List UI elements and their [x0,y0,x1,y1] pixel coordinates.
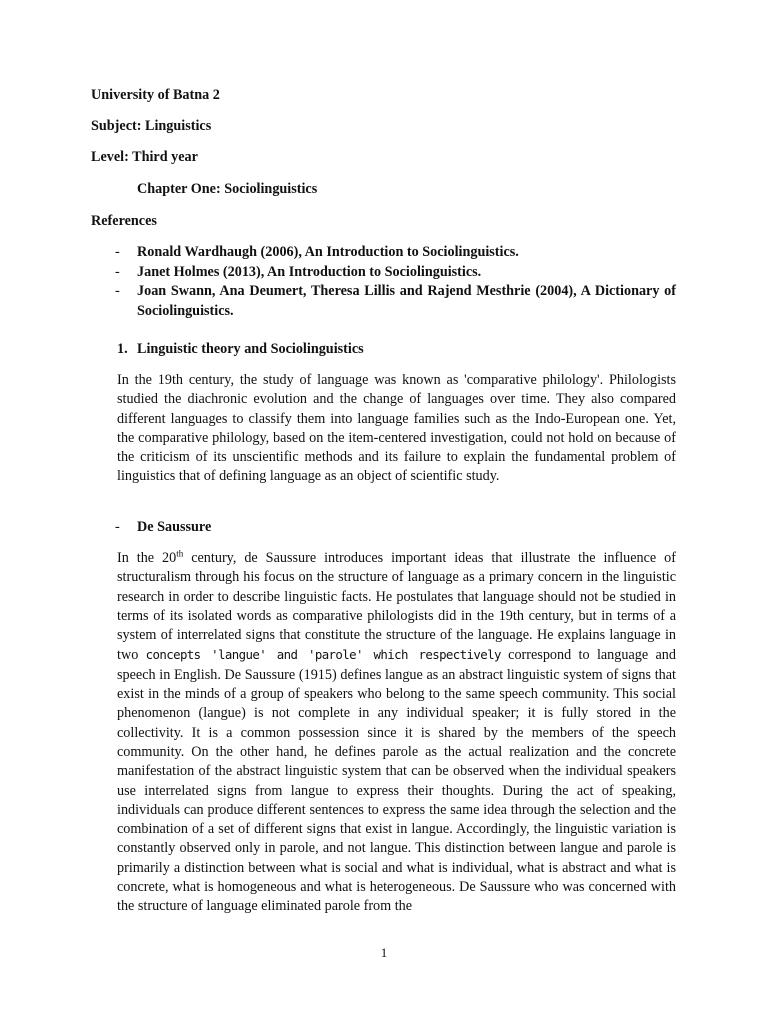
paragraph-text-mono: concepts 'langue' and 'parole' which respectively [145,647,501,663]
subject-line: Subject: Linguistics [91,118,212,134]
level-line: Level: Third year [91,149,198,165]
references-heading: References [91,213,157,229]
superscript-th: th [176,548,184,559]
reference-item: Joan Swann, Ana Deumert, Theresa Lillis and Rajend Mesthrie (2004), A Dictionary of Sociolinguistics. [137,283,676,319]
reference-item: Janet Holmes (2013), An Introduction to Sociolinguistics. [137,264,482,280]
paragraph-comparative-philology: In the 19th century, the study of language was known as 'comparative philology'. Philologists studied the diachronic evolution and the change of languages over time. They also compared different languages to classify them into language families such as the Indo-European one. Yet, the comparative philology, based on the item-centered investigation, could not hold on because of the criticism of its unscientific methods and its failure to explain the fundamental problem of linguistics that of defining language as an object of scientific study. [117,372,676,485]
list-bullet: - [115,264,120,280]
page-number: 1 [380,945,388,960]
chapter-title: Chapter One: Sociolinguistics [137,181,318,197]
section-title: Linguistic theory and Sociolinguistics [137,341,364,357]
paragraph-saussure [117,549,676,917]
list-bullet: - [115,244,120,260]
university-name: University of Batna 2 [91,87,220,103]
saussure-heading: De Saussure [137,519,212,535]
paragraph-text: century, de Saussure introduces important ideas that illustrate the influence of structuralism through his focus on the structure of language as a primary concern in the linguistic research in order to describe linguistic facts. He postulates that language should not be studied in terms of its isolated words as comparative philologists did in the 19th century, but in terms of a system of interrelated signs that constitute the structure of the language. He explains language in two [117,550,676,664]
reference-item: Ronald Wardhaugh (2006), An Introduction to Sociolinguistics. [137,244,519,260]
section-number: 1. [117,341,128,357]
paragraph-text: In the 20 [117,550,177,566]
list-bullet: - [115,283,120,299]
paragraph-text: correspond to language and speech in English. De Saussure (1915) defines langue as an abstract linguistic system of signs that exist in the minds of a group of speakers who belong to the same speech community. This social phenomenon (langue) is not complete in any individual speaker; it is fully stored in the collectivity. It is a common possession since it is shared by the members of the speech community. On the other hand, he defines parole as the actual realization and the concrete manifestation of the abstract linguistic system that can be observed when the individual speakers use interrelated signs from langue to express their thoughts. During the act of speaking, individuals can produce different sentences to express the same idea through the selection and the combination of a set of different signs that exist in langue. Accordingly, the linguistic variation is constantly observed only in parole, and not langue. This distinction between langue and parole is primarily a distinction between what is social and what is individual, what is abstract and what is concrete, what is homogeneous and what is heterogeneous. De Saussure who was concerned with the structure of language eliminated parole from the [117,647,676,915]
list-bullet: - [115,519,120,535]
